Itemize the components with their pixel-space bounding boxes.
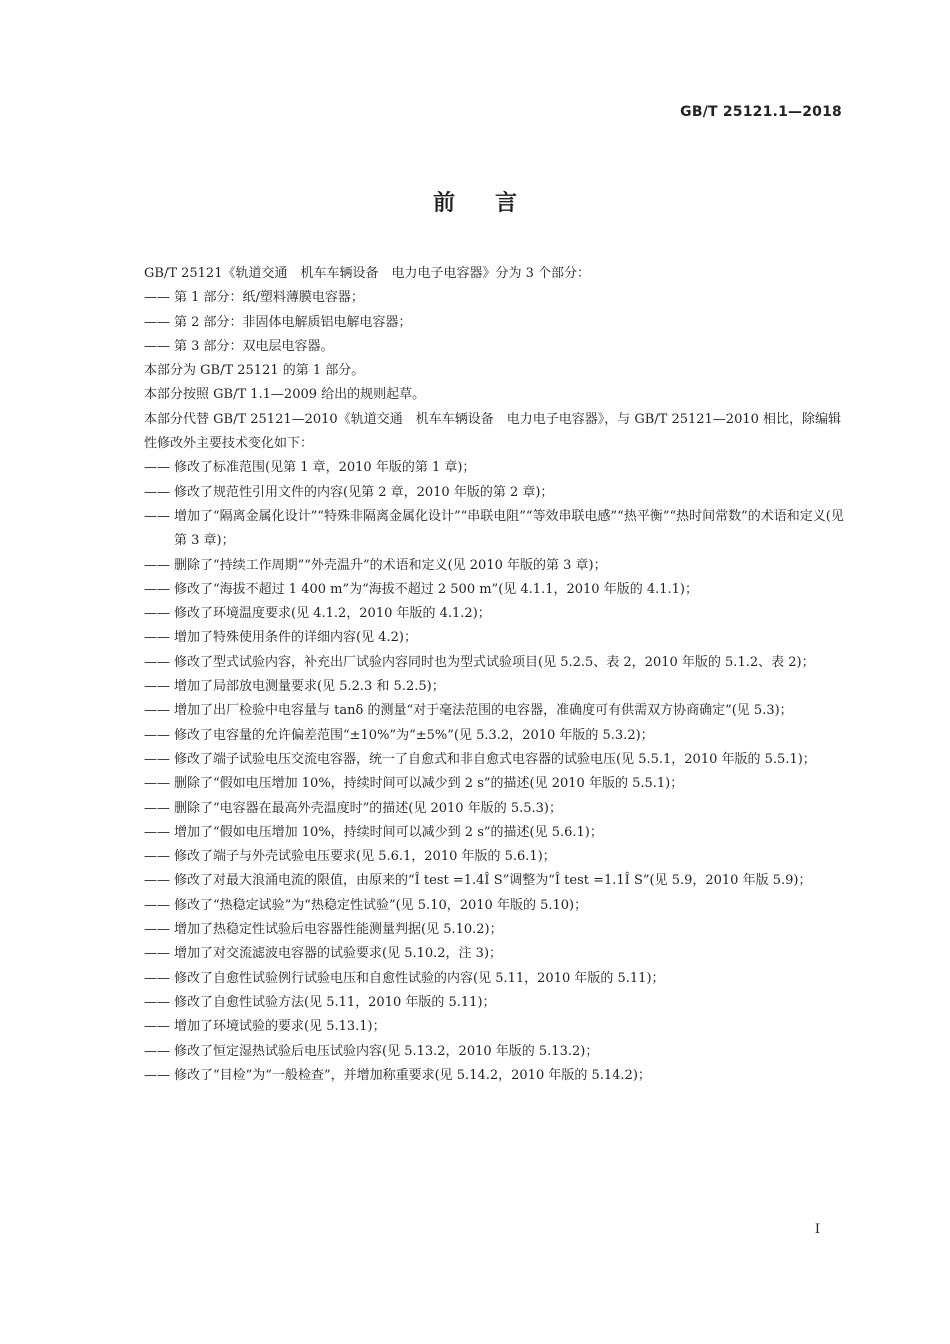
dash-marker: —— xyxy=(144,897,170,913)
dash-marker: —— xyxy=(144,290,170,306)
change-item-text: 删除了“持续工作周期”“外壳温升”的术语和定义(见 2010 年版的第 3 章)； xyxy=(174,557,607,573)
dash-marker: —— xyxy=(144,946,170,962)
change-item xyxy=(116,797,848,821)
change-item-text: 修改了端子试验电压交流电容器，统一了自愈式和非自愈式电容器的试验电压(见 5.5.1，2010 年版的 5.5.1)； xyxy=(174,751,816,767)
change-item-text: 增加了特殊使用条件的详细内容(见 4.2)； xyxy=(174,630,417,646)
change-item-text: 修改了对最大浪涌电流的限值，由原来的“Î test =1.4Î S”调整为“Î test =1.1Î S”(见 5.9，2010 年版 5.9)； xyxy=(174,873,812,889)
dash-marker: —— xyxy=(144,994,170,1010)
change-item xyxy=(116,554,848,578)
dash-marker: —— xyxy=(144,776,170,792)
change-item-text: 修改了“海拔不超过 1 400 m”为“海拔不超过 2 500 m”(见 4.1.1，2010 年版的 4.1.1)； xyxy=(174,581,698,597)
page-number: I xyxy=(814,1222,820,1237)
change-item-text: 修改了恒定湿热试验后电压试验内容(见 5.13.2，2010 年版的 5.13.2)； xyxy=(174,1043,599,1059)
parts-list xyxy=(116,286,848,359)
part-item xyxy=(116,335,848,359)
change-item xyxy=(116,942,848,966)
dash-marker: —— xyxy=(144,703,170,719)
statement-drafting-rules: 本部分按照 GB/T 1.1—2009 给出的规则起草。 xyxy=(144,387,426,403)
part-item xyxy=(116,286,848,310)
change-item-text: 修改了“目检”为“一般检查”，并增加称重要求(见 5.14.2，2010 年版的 5.14.2)； xyxy=(174,1067,651,1083)
change-item xyxy=(116,578,848,602)
change-item xyxy=(116,821,848,845)
dash-marker: —— xyxy=(144,484,170,500)
change-item-text: 增加了“隔离金属化设计”“特殊非隔离金属化设计”“串联电阻”“等效串联电感”“热平衡”“热时间常数”的术语和定义(见第 3 章)； xyxy=(174,508,844,549)
dash-marker: —— xyxy=(144,922,170,938)
dash-marker: —— xyxy=(144,1043,170,1059)
dash-marker: —— xyxy=(144,630,170,646)
change-item xyxy=(116,748,848,772)
part-item xyxy=(116,311,848,335)
change-item-text: 增加了热稳定性试验后电容器性能测量判据(见 5.10.2)； xyxy=(174,922,503,938)
change-item-text: 增加了局部放电测量要求(见 5.2.3 和 5.2.5)； xyxy=(174,679,445,695)
change-item-text: 删除了“假如电压增加 10%，持续时间可以减少到 2 s”的描述(见 2010 年版的 5.5.1)； xyxy=(174,776,684,792)
change-item-text: 增加了环境试验的要求(见 5.13.1)； xyxy=(174,1019,386,1035)
dash-marker: —— xyxy=(144,508,170,524)
dash-marker: —— xyxy=(144,1067,170,1083)
dash-marker: —— xyxy=(144,800,170,816)
dash-marker: —— xyxy=(144,751,170,767)
change-item-text: 修改了端子与外壳试验电压要求(见 5.6.1，2010 年版的 5.6.1)； xyxy=(174,849,556,865)
change-item xyxy=(116,845,848,869)
change-item-text: 修改了标准范围(见第 1 章，2010 年版的第 1 章)； xyxy=(174,460,476,476)
change-item xyxy=(116,894,848,918)
change-item-text: 修改了自愈性试验例行试验电压和自愈性试验的内容(见 5.11，2010 年版的 5.11)； xyxy=(174,970,665,986)
dash-marker: —— xyxy=(144,557,170,573)
changes-list xyxy=(116,456,848,1088)
dash-marker: —— xyxy=(144,727,170,743)
change-item xyxy=(116,918,848,942)
change-item xyxy=(116,1040,848,1064)
standard-code: GB/T 25121.1—2018 xyxy=(680,104,842,120)
dash-marker: —— xyxy=(144,338,170,354)
change-item-text: 修改了“热稳定试验”为“热稳定性试验”(见 5.10，2010 年版的 5.10)； xyxy=(174,897,588,913)
replacement-paragraph: 本部分代替 GB/T 25121—2010《轨道交通 机车车辆设备 电力电子电容器》，与 GB/T 25121—2010 相比，除编辑性修改外主要技术变化如下： xyxy=(144,411,842,452)
part-item-text: 第 1 部分：纸/塑料薄膜电容器； xyxy=(174,290,364,306)
dash-marker: —— xyxy=(144,679,170,695)
change-item xyxy=(116,1064,848,1088)
foreword-body xyxy=(116,262,848,1088)
change-item xyxy=(116,675,848,699)
dash-marker: —— xyxy=(144,873,170,889)
dash-marker: —— xyxy=(144,824,170,840)
dash-marker: —— xyxy=(144,970,170,986)
change-item xyxy=(116,772,848,796)
dash-marker: —— xyxy=(144,849,170,865)
page-title: 前言 xyxy=(432,191,557,216)
part-item-text: 第 3 部分：双电层电容器。 xyxy=(174,338,334,354)
change-item xyxy=(116,699,848,723)
change-item xyxy=(116,456,848,480)
change-item-text: 修改了型式试验内容，补充出厂试验内容同时也为型式试验项目(见 5.2.5、表 2，2010 年版的 5.1.2、表 2)； xyxy=(174,654,815,670)
change-item xyxy=(116,602,848,626)
change-item xyxy=(116,651,848,675)
dash-marker: —— xyxy=(144,460,170,476)
intro-paragraph: GB/T 25121《轨道交通 机车车辆设备 电力电子电容器》分为 3 个部分： xyxy=(144,266,591,281)
change-item-text: 增加了“假如电压增加 10%，持续时间可以减少到 2 s”的描述(见 5.6.1)； xyxy=(174,824,603,840)
dash-marker: —— xyxy=(144,581,170,597)
change-item-text: 删除了“电容器在最高外壳温度时”的描述(见 2010 年版的 5.5.3)； xyxy=(174,800,562,816)
dash-marker: —— xyxy=(144,606,170,622)
dash-marker: —— xyxy=(144,1019,170,1035)
statement-part-number: 本部分为 GB/T 25121 的第 1 部分。 xyxy=(144,363,365,379)
change-item xyxy=(116,481,848,505)
dash-marker: —— xyxy=(144,314,170,330)
change-item-text: 增加了出厂检验中电容量与 tanδ 的测量“对于毫法范围的电容器，准确度可有供需双方协商确定”(见 5.3)； xyxy=(174,703,793,719)
change-item xyxy=(116,1015,848,1039)
dash-marker: —— xyxy=(144,654,170,670)
change-item-text: 修改了自愈性试验方法(见 5.11，2010 年版的 5.11)； xyxy=(174,994,496,1010)
change-item-text: 修改了环境温度要求(见 4.1.2，2010 年版的 4.1.2)； xyxy=(174,606,491,622)
change-item xyxy=(116,967,848,991)
change-item-text: 修改了规范性引用文件的内容(见第 2 章，2010 年版的第 2 章)； xyxy=(174,484,554,500)
change-item xyxy=(116,869,848,893)
change-item xyxy=(116,505,848,554)
part-item-text: 第 2 部分：非固体电解质铝电解电容器； xyxy=(174,314,412,330)
change-item xyxy=(116,724,848,748)
change-item xyxy=(116,991,848,1015)
change-item-text: 修改了电容量的允许偏差范围“±10%”为“±5%”(见 5.3.2，2010 年版的 5.3.2)； xyxy=(174,727,654,743)
change-item-text: 增加了对交流滤波电容器的试验要求(见 5.10.2，注 3)； xyxy=(174,946,503,962)
change-item xyxy=(116,626,848,650)
